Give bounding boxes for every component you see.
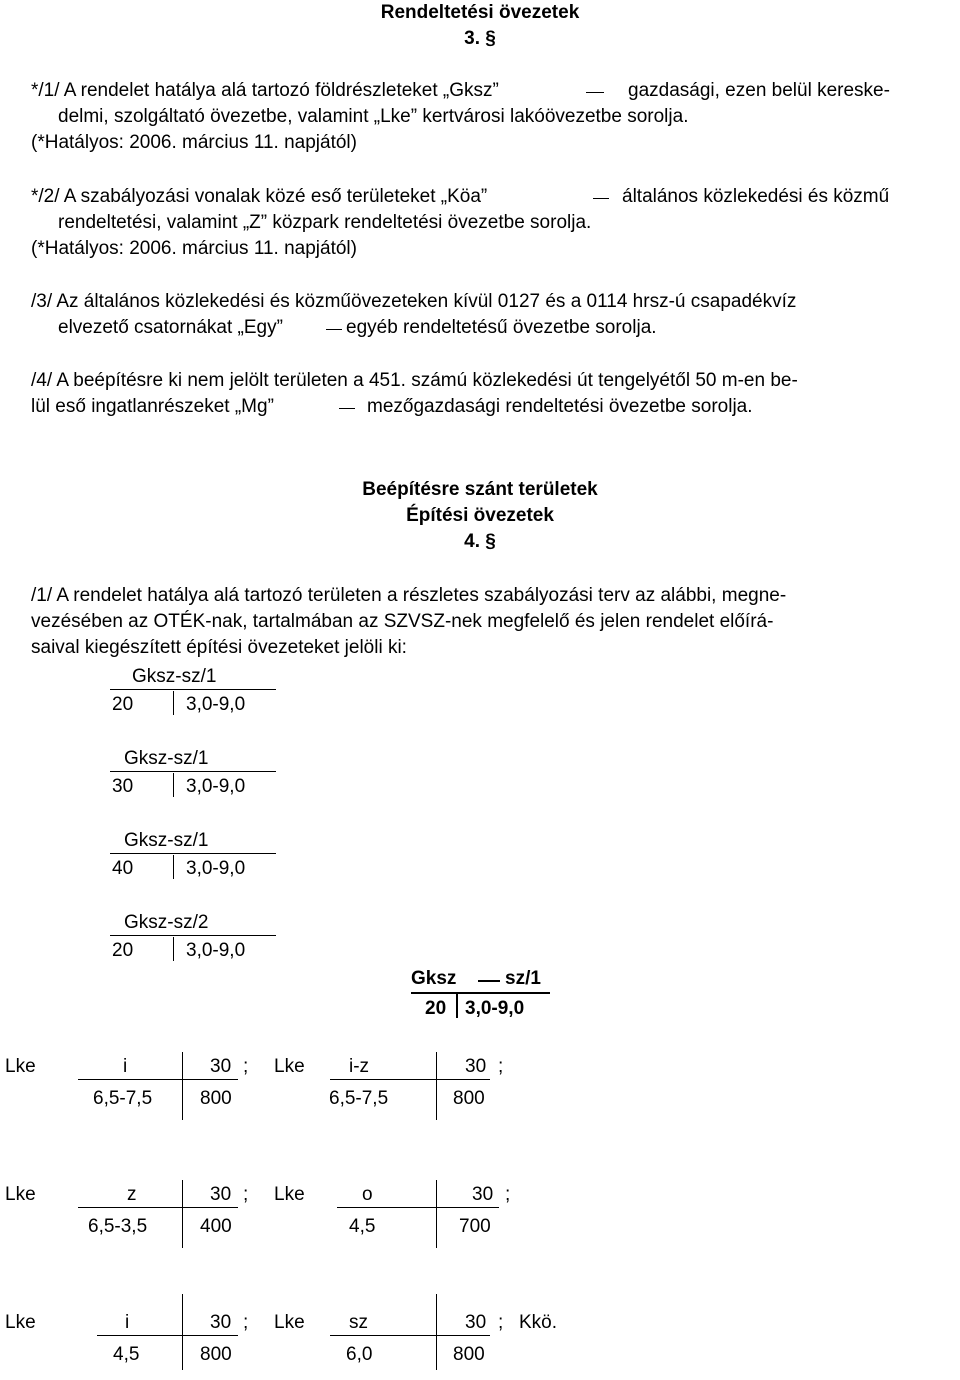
s4-p1-line2: vezésében az OTÉK-nak, tartalmában az SZVSZ-nek megfelelő és jelen rendelet előírá- [31,611,774,632]
lke-divider [436,1052,437,1120]
zone-underline [110,771,276,772]
s3-p4-line2b: mezőgazdasági rendeltetési övezetbe sorolja. [367,396,753,417]
lke-bottom-right: 700 [459,1216,491,1237]
s3-p2-line1b: általános közlekedési és közmű [622,186,890,207]
dash [593,198,609,199]
zone-divider [173,855,174,879]
lke-bottom-left: 6,5-3,5 [88,1216,148,1237]
s3-p1-line2: delmi, szolgáltató övezetbe, valamint „Lke” kertvárosi lakóövezetbe sorolja. [58,106,689,127]
lke-divider [182,1294,183,1370]
lke-bottom-left: 4,5 [113,1344,140,1365]
s3-p2-line2: rendeltetési, valamint „Z” közpark rendeltetési övezetbe sorolja. [58,212,592,233]
s3-p2-line1a: */2/ A szabályozási vonalak közé eső területeket „Köa” [31,186,488,207]
dash [339,408,355,409]
lke-prefix: Lke [274,1184,305,1205]
zone-right: 3,0-9,0 [465,998,525,1019]
zone-name: Gksz-sz/1 [124,830,209,851]
zone-left: 20 [112,694,134,715]
section4-title1: Beépítésre szánt területek [362,479,598,500]
lke-separator: ; [243,1312,249,1333]
s4-p1-line1: /1/ A rendelet hatálya alá tartozó területen a részletes szabályozási terv az alábbi, megne- [31,585,787,606]
section4-title2: Építési övezetek [406,505,554,526]
lke-value: 30 [210,1184,232,1205]
lke-code: o [362,1184,373,1205]
dash [478,980,500,982]
lke-divider [182,1180,183,1248]
lke-prefix: Lke [5,1312,36,1333]
zone-name: Gksz-sz/1 [124,748,209,769]
section3-number [0,28,960,50]
zone-bold-a: Gksz [411,968,457,989]
s3-p3-line1: /3/ Az általános közlekedési és közműövezeteken kívül 0127 és a 0114 hrsz-ú csapadékvíz [31,291,797,312]
s3-p2-line3: (*Hatályos: 2006. március 11. napjától) [31,238,357,259]
lke-separator: ; [243,1056,249,1077]
lke-bottom-right: 800 [200,1344,232,1365]
s3-p3-line2b: egyéb rendeltetésű övezetbe sorolja. [346,317,657,338]
lke-value: 30 [210,1312,232,1333]
section4-number-text: 4. [464,531,480,552]
zone-name: Gksz-sz/1 [132,666,217,687]
zone-bold-b: sz/1 [505,968,541,989]
s3-p1-line3: (*Hatályos: 2006. március 11. napjától) [31,132,357,153]
lke-bottom-left: 6,5-7,5 [329,1088,389,1109]
lke-code: sz [349,1312,368,1333]
lke-prefix: Lke [274,1312,305,1333]
lke-underline [78,1079,238,1080]
section3-title: Rendeltetési övezetek [380,2,580,23]
dash [586,92,604,93]
lke-prefix: Lke [5,1056,36,1077]
zone-underline [411,992,550,994]
zone-underline [110,935,276,936]
lke-prefix: Lke [274,1056,305,1077]
lke-bottom-left: 4,5 [349,1216,376,1237]
lke-underline [337,1207,499,1208]
zone-left: 40 [112,858,134,879]
zone-left: 20 [112,940,134,961]
lke-bottom-left: 6,5-7,5 [93,1088,153,1109]
lke-prefix: Lke [5,1184,36,1205]
lke-divider [436,1294,437,1370]
zone-right: 3,0-9,0 [186,940,246,961]
lke-code: i-z [349,1056,370,1077]
section-sign: § [485,28,496,49]
zone-right: 3,0-9,0 [186,776,246,797]
s3-p3-line2a: elvezető csatornákat „Egy” [58,317,283,338]
zone-divider [456,994,458,1018]
zone-divider [173,773,174,797]
s4-p1-line3: saival kiegészített építési övezeteket jelöli ki: [31,637,407,658]
zone-name: Gksz-sz/2 [124,912,209,933]
lke-underline [78,1207,238,1208]
s3-p1-line1a: */1/ A rendelet hatálya alá tartozó földrészleteket „Gksz” [31,80,499,101]
lke-separator: ; [498,1056,504,1077]
zone-right: 3,0-9,0 [186,858,246,879]
zone-divider [173,937,174,961]
lke-bottom-right: 800 [200,1088,232,1109]
lke-bottom-left: 6,0 [346,1344,373,1365]
lke-underline [97,1335,238,1336]
dash [326,329,342,330]
lke-code: z [127,1184,137,1205]
s3-p4-line2a: lül eső ingatlanrészeket „Mg” [31,396,274,417]
lke-bottom-right: 400 [200,1216,232,1237]
lke-extra: Kkö. [519,1312,558,1333]
lke-bottom-right: 800 [453,1344,485,1365]
lke-code: i [125,1312,130,1333]
section3-number-text: 3. [464,28,480,49]
lke-value: 30 [472,1184,494,1205]
lke-divider [182,1052,183,1120]
zone-underline [110,853,276,854]
lke-underline [330,1079,490,1080]
lke-value: 30 [465,1056,487,1077]
lke-divider [436,1180,437,1248]
s3-p1-line1b: gazdasági, ezen belül kereske- [628,80,890,101]
zone-left: 20 [425,998,447,1019]
lke-value: 30 [210,1056,232,1077]
lke-underline [330,1335,490,1336]
section-sign: § [485,531,496,552]
lke-bottom-right: 800 [453,1088,485,1109]
zone-right: 3,0-9,0 [186,694,246,715]
section4-number [0,531,960,553]
s3-p4-line1: /4/ A beépítésre ki nem jelölt területen a 451. számú közlekedési út tengelyétől 50 m-en be- [31,370,798,391]
lke-separator: ; [498,1312,504,1333]
zone-underline [110,689,276,690]
lke-code: i [123,1056,128,1077]
lke-separator: ; [243,1184,249,1205]
zone-left: 30 [112,776,134,797]
zone-divider [173,691,174,715]
lke-value: 30 [465,1312,487,1333]
lke-separator: ; [505,1184,511,1205]
